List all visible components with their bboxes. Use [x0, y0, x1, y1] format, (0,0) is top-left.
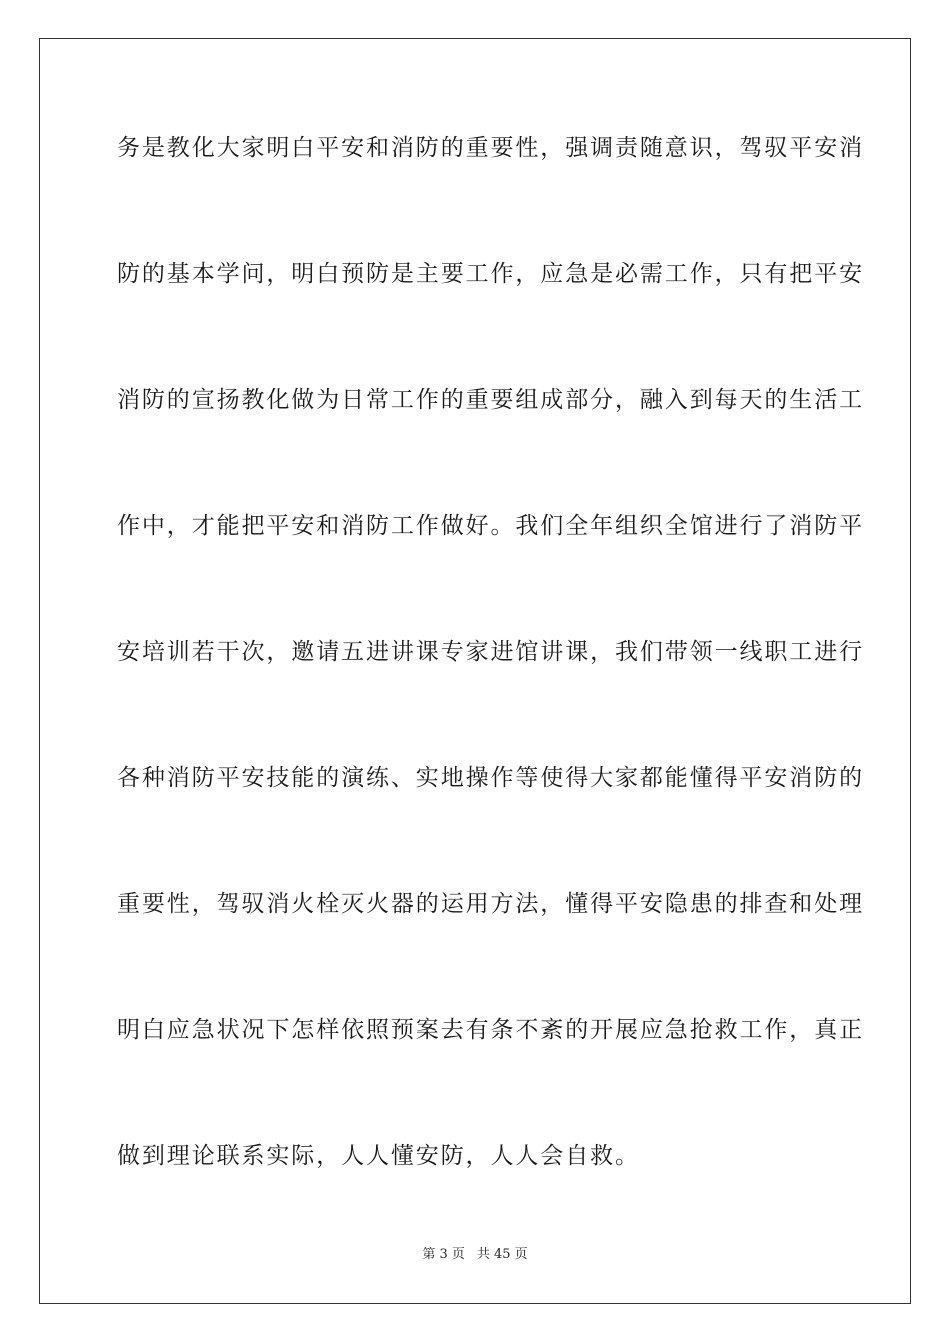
page-footer: [0, 1246, 950, 1264]
text-line-5: 安培训若干次，邀请五进讲课专家进馆讲课，我们带领一线职工进行: [117, 639, 864, 665]
text-line-2: 防的基本学问，明白预防是主要工作，应急是必需工作，只有把平安: [117, 261, 864, 287]
page-number: 第 3 页: [422, 1247, 465, 1262]
document-body: [117, 128, 864, 1262]
text-line-9: 做到理论联系实际，人人懂安防，人人会自救。: [117, 1143, 640, 1169]
text-line-7: 重要性，驾驭消火栓灭火器的运用方法，懂得平安隐患的排查和处理: [117, 891, 864, 917]
text-line-8: 明白应急状况下怎样依照预案去有条不紊的开展应急抢救工作，真正: [117, 1017, 864, 1043]
text-line-4: 作中，才能把平安和消防工作做好。我们全年组织全馆进行了消防平: [117, 513, 864, 539]
page-total: 共 45 页: [476, 1247, 528, 1262]
text-line-3: 消防的宣扬教化做为日常工作的重要组成部分，融入到每天的生活工: [117, 387, 864, 413]
text-line-6: 各种消防平安技能的演练、实地操作等使得大家都能懂得平安消防的: [117, 765, 864, 791]
text-line-1: 务是教化大家明白平安和消防的重要性，强调责随意识，驾驭平安消: [117, 135, 864, 161]
